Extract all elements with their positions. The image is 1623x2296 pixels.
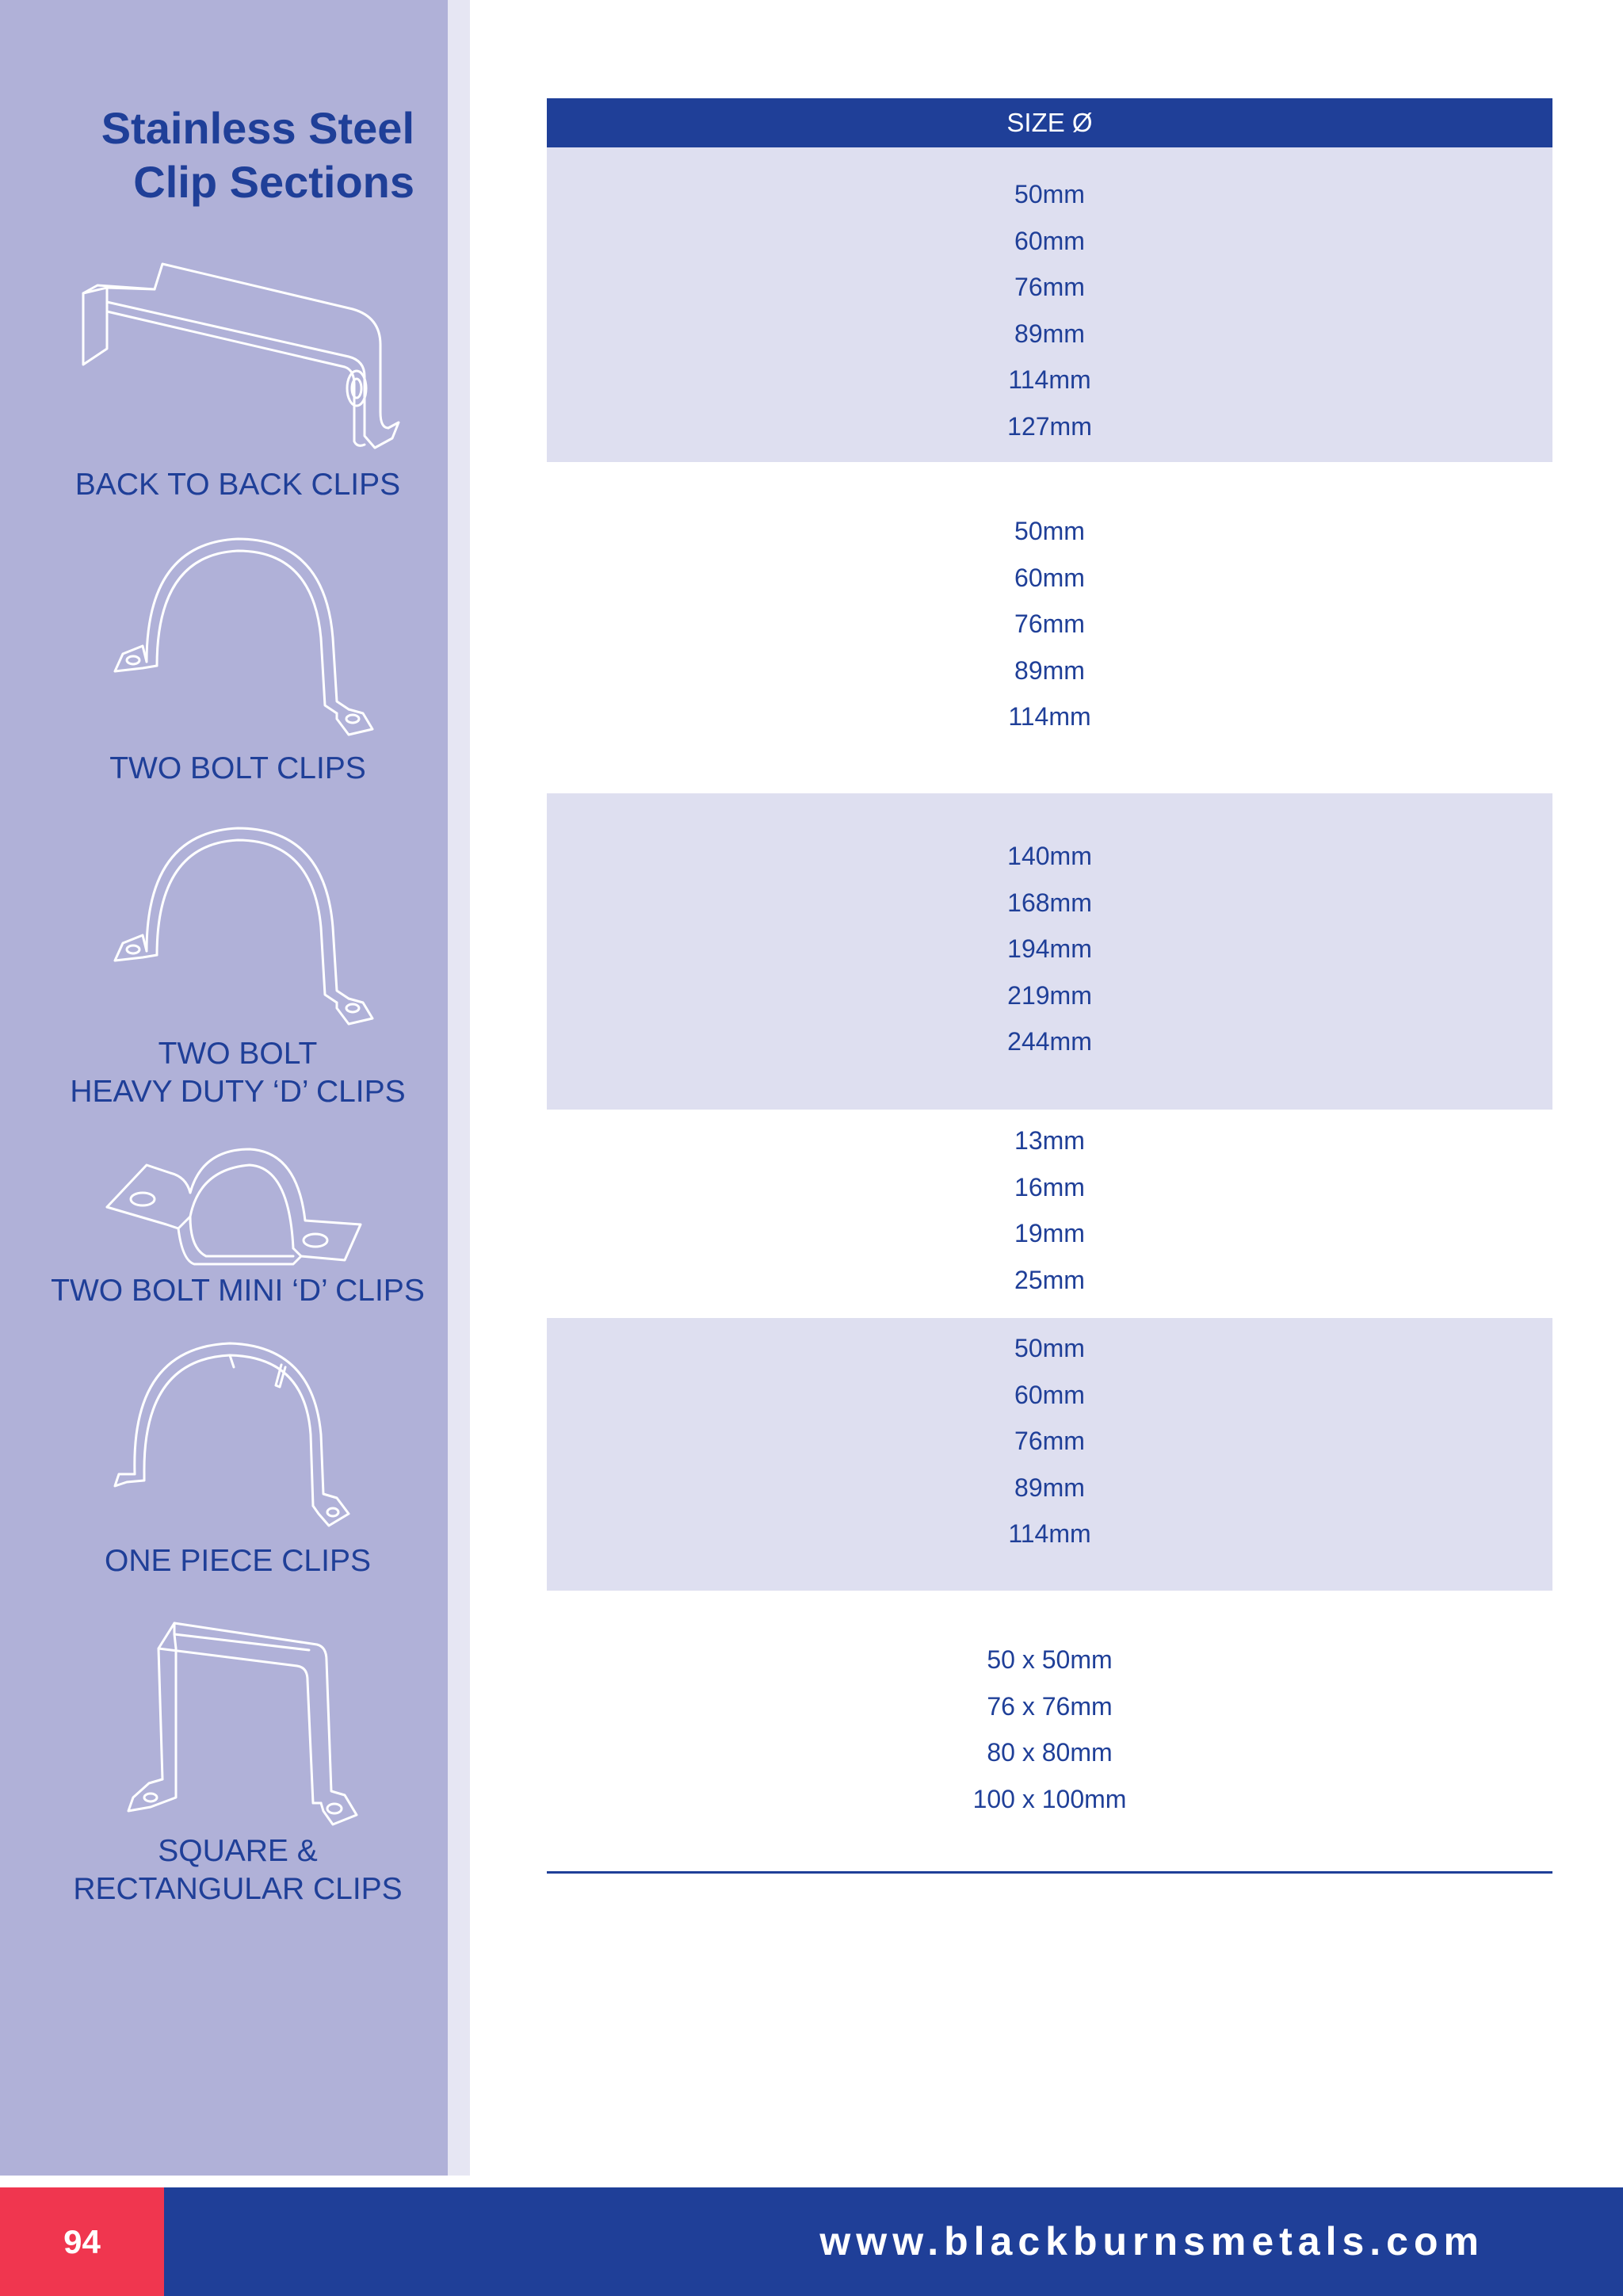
size-value: 127mm xyxy=(1007,411,1092,441)
size-value: 76 x 76mm xyxy=(987,1691,1113,1721)
size-value: 89mm xyxy=(1014,319,1085,348)
back-to-back-clip-icon xyxy=(75,258,408,456)
size-value: 76mm xyxy=(1014,273,1085,301)
size-value: 194mm xyxy=(1007,934,1092,963)
size-group-heavy-duty-d xyxy=(547,793,1552,1110)
size-value: 50mm xyxy=(1014,517,1085,545)
website-url: www.blackburnsmetals.com xyxy=(819,2219,1484,2264)
size-group-one-piece xyxy=(547,1318,1552,1591)
clip-label-square-rectangular xyxy=(0,1832,475,1908)
size-table xyxy=(547,98,1552,1874)
size-value: 60mm xyxy=(1014,1380,1085,1409)
size-value: 50 x 50mm xyxy=(987,1645,1113,1674)
size-value: 50mm xyxy=(1014,180,1085,208)
clip-label-line-2: HEAVY DUTY ‘D’ CLIPS xyxy=(70,1075,406,1109)
size-value: 16mm xyxy=(1014,1172,1085,1201)
size-value: 89mm xyxy=(1014,655,1085,685)
clip-label-two-bolt: TWO BOLT CLIPS xyxy=(109,751,366,785)
size-value: 60mm xyxy=(1014,226,1085,255)
size-group-two-bolt xyxy=(547,462,1552,793)
size-value: 114mm xyxy=(1008,365,1091,394)
two-bolt-heavy-duty-d-clip-icon xyxy=(111,824,380,1030)
page-title-line-1: Stainless Steel xyxy=(101,103,414,153)
size-value: 244mm xyxy=(1007,1027,1092,1056)
clip-label-line-2: RECTANGULAR CLIPS xyxy=(73,1872,403,1906)
clip-label-one-piece: ONE PIECE CLIPS xyxy=(105,1544,371,1578)
one-piece-clip-icon xyxy=(111,1339,365,1530)
size-value: 219mm xyxy=(1007,980,1092,1010)
page-title-line-2: Clip Sections xyxy=(133,157,414,207)
size-value: 168mm xyxy=(1007,888,1092,917)
size-value: 80 x 80mm xyxy=(987,1738,1113,1767)
size-value: 25mm xyxy=(1014,1265,1085,1294)
size-value: 76mm xyxy=(1014,1427,1085,1455)
size-value: 19mm xyxy=(1014,1219,1085,1247)
size-value: 114mm xyxy=(1008,702,1091,731)
page-number: 94 xyxy=(0,2187,164,2296)
two-bolt-clip-icon xyxy=(111,535,380,741)
size-value: 76mm xyxy=(1014,609,1085,638)
size-value: 89mm xyxy=(1014,1473,1085,1502)
clip-label-two-bolt-heavy-duty-d xyxy=(0,1035,475,1111)
table-bottom-rule xyxy=(547,1871,1552,1874)
size-group-back-to-back xyxy=(547,147,1552,462)
size-group-mini-d xyxy=(547,1110,1552,1318)
size-value: 140mm xyxy=(1007,842,1092,870)
size-value: 13mm xyxy=(1014,1126,1085,1155)
two-bolt-mini-d-clip-icon xyxy=(103,1145,372,1272)
page-title xyxy=(2,101,414,209)
size-group-square-rectangular xyxy=(547,1591,1552,1874)
square-rectangular-clip-icon xyxy=(119,1617,372,1839)
clip-label-line-1: TWO BOLT xyxy=(158,1037,318,1071)
size-value: 50mm xyxy=(1014,1334,1085,1362)
size-value: 60mm xyxy=(1014,563,1085,592)
size-value: 100 x 100mm xyxy=(972,1784,1127,1813)
clip-label-back-to-back: BACK TO BACK CLIPS xyxy=(74,468,401,502)
size-table-header: SIZE Ø xyxy=(547,98,1552,147)
clip-label-line-1: SQUARE & xyxy=(158,1834,318,1868)
clip-label-two-bolt-mini-d: TWO BOLT MINI ‘D’ CLIPS xyxy=(51,1274,425,1308)
size-value: 114mm xyxy=(1008,1519,1091,1548)
